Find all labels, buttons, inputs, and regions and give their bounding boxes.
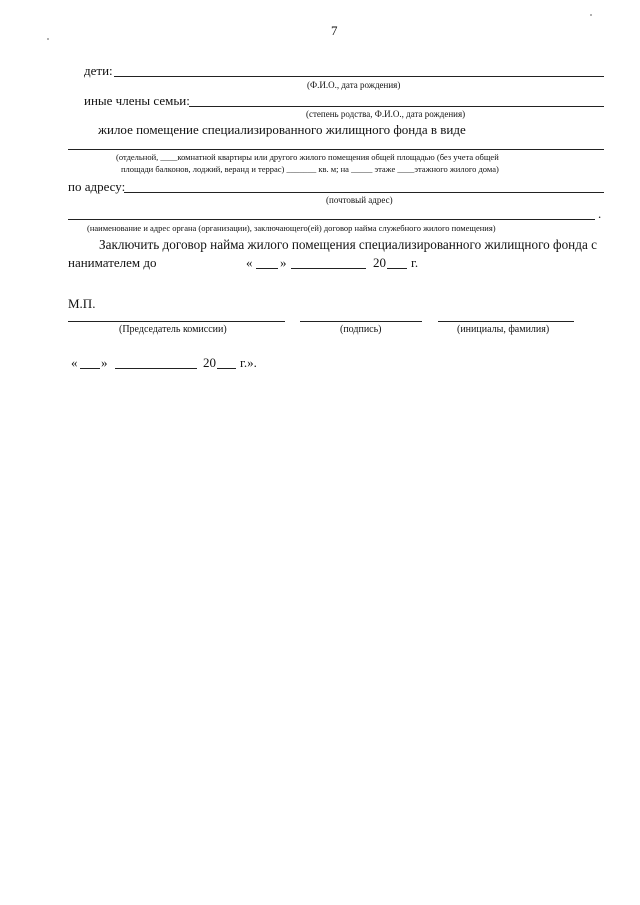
address-hint: (почтовый адрес) xyxy=(326,195,393,205)
initials-hint: (инициалы, фамилия) xyxy=(457,324,550,335)
conclusion-year-line[interactable] xyxy=(387,268,407,269)
children-hint: (Ф.И.О., дата рождения) xyxy=(307,80,401,90)
conclusion-year-suffix: г. xyxy=(411,255,419,270)
page-number: 7 xyxy=(331,23,338,38)
address-label: по адресу: xyxy=(68,179,126,194)
final-year-line[interactable] xyxy=(217,368,236,369)
family-hint: (степень родства, Ф.И.О., дата рождения) xyxy=(306,109,466,119)
final-year-prefix: 20 xyxy=(203,355,216,370)
children-label: дети: xyxy=(84,63,113,78)
conclusion-date-open: « xyxy=(246,255,253,270)
children-field-line[interactable] xyxy=(114,76,604,77)
premises-hint-line2: площади балконов, лоджий, веранд и террас) _______ кв. м; на _____ этаже ____этажного жилого дома) xyxy=(121,164,499,174)
final-month-line[interactable] xyxy=(115,368,197,369)
organ-trailing-dot: . xyxy=(598,206,602,221)
conclusion-month-line[interactable] xyxy=(291,268,366,269)
conclusion-year-prefix: 20 xyxy=(373,255,386,270)
premises-text: жилое помещение специализированного жилищного фонда в виде xyxy=(98,122,466,137)
chairman-line[interactable] xyxy=(68,321,285,322)
initials-line[interactable] xyxy=(438,321,574,322)
organ-field-line[interactable] xyxy=(68,219,595,220)
conclusion-date-close: » xyxy=(280,255,287,270)
signature-line[interactable] xyxy=(300,321,422,322)
premises-field-line[interactable] xyxy=(68,149,604,150)
final-date-open: « xyxy=(71,355,78,370)
signature-hint: (подпись) xyxy=(340,324,382,335)
final-year-suffix: г.». xyxy=(240,355,257,370)
conclusion-line1: Заключить договор найма жилого помещения специализированного жилищного фонда с xyxy=(99,237,597,252)
scan-speck xyxy=(590,14,592,16)
chairman-hint: (Председатель комиссии) xyxy=(119,324,227,335)
stamp-label: М.П. xyxy=(68,296,96,311)
address-field-line[interactable] xyxy=(124,192,604,193)
final-day-line[interactable] xyxy=(80,368,100,369)
final-date-close: » xyxy=(101,355,108,370)
organ-hint: (наименование и адрес органа (организации), заключающего(ей) договор найма служебного жилого помещения) xyxy=(87,223,496,233)
conclusion-line2: нанимателем до xyxy=(68,255,157,270)
conclusion-day-line[interactable] xyxy=(256,268,278,269)
family-field-line[interactable] xyxy=(189,106,604,107)
family-label: иные члены семьи: xyxy=(84,93,190,108)
scan-speck xyxy=(47,38,49,40)
premises-hint-line1: (отдельной, ____комнатной квартиры или другого жилого помещения общей площадью (без учета общей xyxy=(116,152,499,162)
